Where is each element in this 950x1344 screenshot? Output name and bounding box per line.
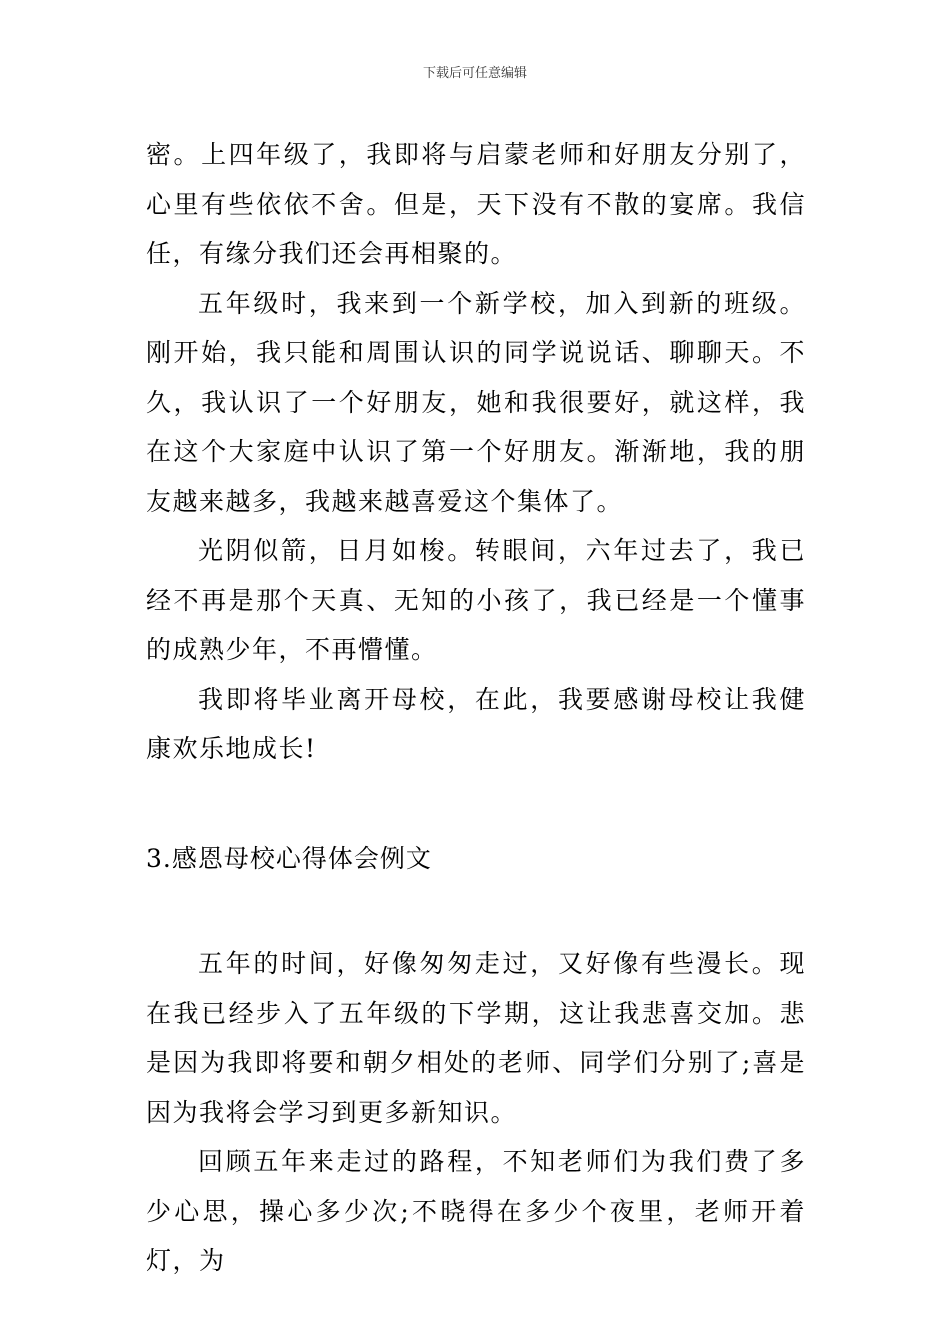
paragraph-continued: 密。上四年级了，我即将与启蒙老师和好朋友分别了，心里有些依依不舍。但是，天下没有不散的宴席。我信任，有缘分我们还会再相聚的。 — [146, 140, 806, 268]
page-header: 下载后可任意编辑 — [422, 66, 527, 81]
paragraph: 光阴似箭，日月如梭。转眼间，六年过去了，我已经不再是那个天真、无知的小孩了，我已经是一个懂事的成熟少年，不再懵懂。 — [146, 536, 806, 664]
paragraph: 五年的时间，好像匆匆走过，又好像有些漫长。现在我已经步入了五年级的下学期，这让我悲喜交加。悲是因为我即将要和朝夕相处的老师、同学们分别了;喜是因为我将会学习到更多新知识。 — [146, 949, 806, 1127]
section-heading: 3.感恩母校心得体会例文 — [146, 843, 432, 873]
paragraph: 五年级时，我来到一个新学校，加入到新的班级。刚开始，我只能和周围认识的同学说说话、聊聊天。不久，我认识了一个好朋友，她和我很要好，就这样，我在这个大家庭中认识了第一个好朋友。渐渐地，我的朋友越来越多，我越来越喜爱这个集体了。 — [146, 288, 806, 516]
spacer — [146, 883, 806, 939]
spacer — [146, 774, 806, 834]
paragraph: 回顾五年来走过的路程，不知老师们为我们费了多少心思，操心多少次;不晓得在多少个夜里，老师开着灯，为 — [146, 1147, 806, 1275]
document-body — [146, 130, 806, 1286]
paragraph: 我即将毕业离开母校，在此，我要感谢母校让我健康欢乐地成长! — [146, 684, 806, 763]
